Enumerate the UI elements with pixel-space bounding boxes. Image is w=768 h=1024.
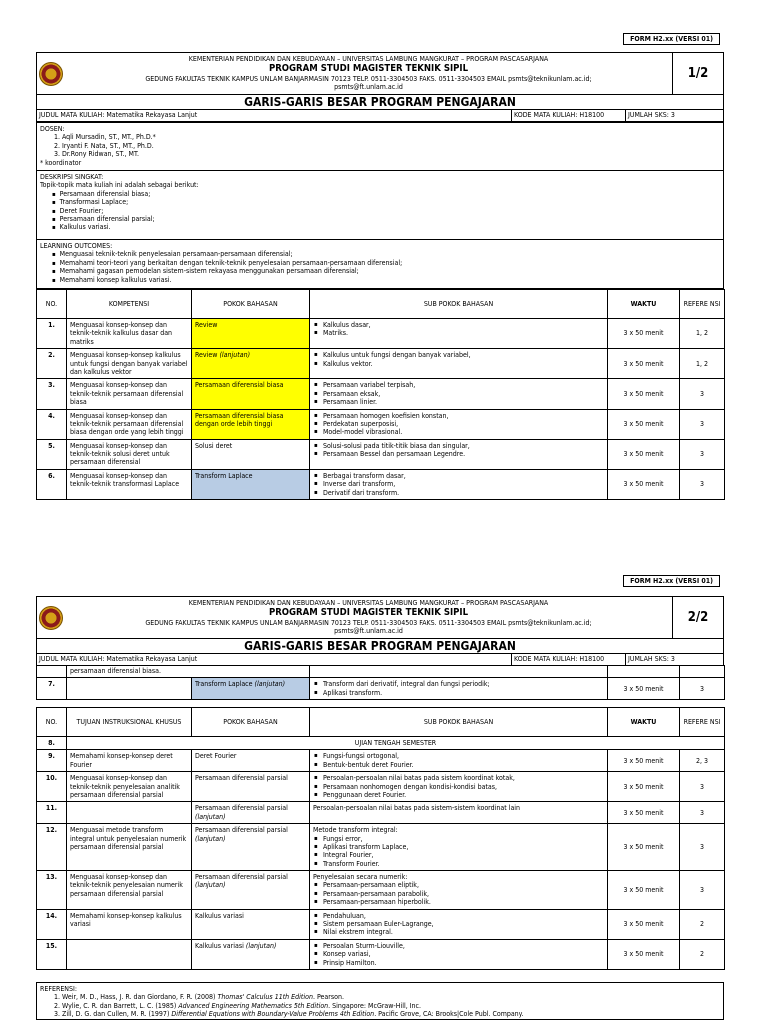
waktu-cell: 3 x 50 menit	[608, 349, 680, 379]
table-row	[37, 737, 725, 750]
table-row	[37, 772, 725, 802]
dosen-item: 2. Iryanti F. Nata, ST., MT., Ph.D.	[62, 142, 720, 150]
dosen-note: * koordinator	[40, 158, 82, 167]
table-row	[37, 439, 725, 469]
pokok-cell: Review (lanjutan)	[192, 349, 310, 379]
kompetensi-cell: Menguasai konsep-konsep dan teknik-teknik persamaan diferensial biasa	[67, 379, 192, 409]
ref-cell: 3	[680, 439, 725, 469]
waktu-cell: 3 x 50 menit	[608, 439, 680, 469]
address-email: psmts@ft.unlam.ac.id	[334, 83, 403, 92]
deskripsi-item: ▪ Persamaan diferensial parsial;	[60, 215, 720, 223]
kompetensi-cell: Memahami konsep-konsep kalkulus variasi	[67, 909, 192, 939]
page-header	[36, 52, 724, 122]
referensi-item: 1. Weir, M. D., Hass, J. R. dan Giordano, F. R. (2008) Thomas' Calculus 11th Edition. Pearson.	[62, 993, 720, 1001]
document-title: GARIS-GARIS BESAR PROGRAM PENGAJARAN	[37, 639, 723, 654]
ref-cell: 3	[680, 772, 725, 802]
sub-item: ▪ Persamaan eksak,	[323, 390, 604, 398]
document-title: GARIS-GARIS BESAR PROGRAM PENGAJARAN	[37, 95, 723, 110]
table-row	[37, 824, 725, 871]
pokok-cell: Deret Fourier	[192, 750, 310, 772]
ref-cell: 3	[680, 678, 725, 700]
address-line: GEDUNG FAKULTAS TEKNIK KAMPUS UNLAM BANJARMASIN 70123 TELP. 0511-3304503 FAKS. 0511-3304503 EMAIL psmts@teknikunlam.ac.id;	[145, 74, 592, 83]
row-number: 10.	[37, 772, 67, 802]
sub-cell	[310, 802, 608, 824]
outcome-item: ▪ Menguasai teknik-teknik penyelesaian persamaan-persamaan diferensial;	[60, 250, 720, 258]
deskripsi-item: ▪ Transformasi Laplace;	[60, 198, 720, 206]
row-number: 12.	[37, 824, 67, 871]
course-title: JUDUL MATA KULIAH: Matematika Rekayasa Lanjut	[39, 655, 198, 663]
deskripsi-item: ▪ Persamaan diferensial biasa;	[60, 190, 720, 198]
page-number: 2/2	[672, 597, 723, 638]
dosen-label: DOSEN:	[40, 125, 65, 133]
row-number: 14.	[37, 909, 67, 939]
row-number: 5.	[37, 439, 67, 469]
sub-item: ▪ Berbagai transform dasar,	[323, 472, 604, 480]
header-sub: SUB POKOK BAHASAN	[310, 708, 608, 737]
row-number: 6.	[37, 469, 67, 499]
pokok-cell: Review	[192, 319, 310, 349]
waktu-cell: 3 x 50 menit	[608, 802, 680, 824]
row-number: 15.	[37, 939, 67, 969]
continuation-text: persamaan diferensial biasa.	[67, 665, 310, 678]
sub-item: ▪ Prinsip Hamilton.	[323, 959, 604, 967]
program-title: PROGRAM STUDI MAGISTER TEKNIK SIPIL	[268, 63, 469, 75]
outcomes-label: LEARNING OUTCOMES:	[40, 242, 113, 250]
kompetensi-cell: Menguasai metode transform integral untuk penyelesaian numerik persamaan diferensial parsial	[67, 824, 192, 871]
kompetensi-cell: Menguasai konsep-konsep dan teknik-teknik penyelesaian numerik persamaan diferensial parsial	[67, 871, 192, 910]
outcome-item: ▪ Memahami konsep kalkulus variasi.	[60, 276, 720, 284]
page-number: 1/2	[672, 53, 723, 94]
table-row	[37, 379, 725, 409]
sub-heading: Persoalan-persoalan nilai batas pada sistem-sistem koordinat lain	[313, 804, 521, 813]
course-sks: JUMLAH SKS: 3	[625, 654, 723, 665]
ref-cell: 3	[680, 409, 725, 439]
sub-cell	[310, 939, 608, 969]
sub-item: ▪ Aplikasi transform.	[323, 689, 604, 697]
waktu-cell: 3 x 50 menit	[608, 909, 680, 939]
continuation-table	[36, 665, 725, 700]
waktu-cell: 3 x 50 menit	[608, 379, 680, 409]
dosen-item: 3. Dr.Rony Ridwan, ST., MT.	[62, 150, 720, 158]
deskripsi-label: DESKRIPSI SINGKAT:	[40, 173, 104, 181]
sub-cell	[310, 678, 608, 700]
sub-cell	[310, 439, 608, 469]
ref-cell: 2	[680, 939, 725, 969]
referensi-label: REFERENSI:	[40, 985, 77, 993]
pokok-cell: Transform Laplace (lanjutan)	[192, 678, 310, 700]
waktu-cell: 3 x 50 menit	[608, 871, 680, 910]
sub-item: ▪ Transform dari derivatif, integral dan fungsi periodik;	[323, 680, 604, 688]
ref-cell: 1, 2	[680, 349, 725, 379]
kompetensi-cell: Menguasai konsep-konsep kalkulus untuk fungsi dengan banyak variabel dan kalkulus vektor	[67, 349, 192, 379]
ref-cell: 3	[680, 802, 725, 824]
sub-item: ▪ Kalkulus vektor.	[323, 360, 604, 368]
header-waktu: WAKTU	[608, 290, 680, 319]
ref-cell: 3	[680, 871, 725, 910]
dosen-item: 1. Aqli Mursadin, ST., MT., Ph.D.*	[62, 133, 720, 141]
table-row	[37, 909, 725, 939]
ministry-text: KEMENTERIAN PENDIDIKAN DAN KEBUDAYAAN – UNIVERSITAS LAMBUNG MANGKURAT – PROGRAM PASCASARJANA	[188, 599, 549, 607]
sub-item: ▪ Perdekatan superposisi,	[323, 420, 604, 428]
header-pokok: POKOK BAHASAN	[192, 708, 310, 737]
kompetensi-cell: Menguasai konsep-konsep dan teknik-teknik transformasi Laplace	[67, 469, 192, 499]
row-number: 4.	[37, 409, 67, 439]
sub-item: ▪ Model-model vibrasional.	[323, 428, 604, 436]
sub-cell	[310, 750, 608, 772]
sub-item: ▪ Fungsi-fungsi ortogonal,	[323, 752, 604, 760]
table-row	[37, 939, 725, 969]
kompetensi-cell: Menguasai konsep-konsep dan teknik-teknik kalkulus dasar dan matriks	[67, 319, 192, 349]
waktu-cell: 3 x 50 menit	[608, 772, 680, 802]
sub-item: ▪ Solusi-solusi pada titik-titik biasa dan singular,	[323, 442, 604, 450]
table-row	[37, 750, 725, 772]
university-logo-icon	[39, 62, 63, 86]
outcome-item: ▪ Memahami teori-teori yang berkaitan dengan teknik-teknik penyelesaian persamaan-persamaan diferensial;	[60, 259, 720, 267]
sub-item: ▪ Penggunaan deret Fourier.	[323, 791, 604, 799]
sub-cell	[310, 319, 608, 349]
sub-cell	[310, 871, 608, 910]
sub-item: ▪ Aplikasi transform Laplace,	[323, 843, 604, 851]
table-row	[37, 678, 725, 700]
waktu-cell: 3 x 50 menit	[608, 469, 680, 499]
kompetensi-cell: Memahami konsep-konsep deret Fourier	[67, 750, 192, 772]
header-tujuan: TUJUAN INSTRUKSIONAL KHUSUS	[67, 708, 192, 737]
address-line: GEDUNG FAKULTAS TEKNIK KAMPUS UNLAM BANJARMASIN 70123 TELP. 0511-3304503 FAKS. 0511-3304503 EMAIL psmts@teknikunlam.ac.id;	[145, 618, 592, 627]
course-title: JUDUL MATA KULIAH: Matematika Rekayasa Lanjut	[39, 111, 198, 119]
pokok-cell: Persamaan diferensial parsial (lanjutan)	[192, 871, 310, 910]
table-row	[37, 319, 725, 349]
pokok-cell: Transform Laplace	[192, 469, 310, 499]
sub-item: ▪ Transform Fourier.	[323, 860, 604, 868]
dosen-section	[36, 122, 724, 171]
sub-item: ▪ Persoalan Sturm-Liouville,	[323, 942, 604, 950]
waktu-cell: 3 x 50 menit	[608, 678, 680, 700]
row-number: 13.	[37, 871, 67, 910]
table-row	[37, 802, 725, 824]
row-number: 8.	[37, 737, 67, 750]
table-row	[37, 349, 725, 379]
sub-item: ▪ Integral Fourier,	[323, 851, 604, 859]
waktu-cell: 3 x 50 menit	[608, 319, 680, 349]
address-email: psmts@ft.unlam.ac.id	[334, 627, 403, 636]
form-label: FORM H2.xx (VERSI 01)	[623, 575, 720, 587]
pokok-cell: Persamaan diferensial parsial (lanjutan)	[192, 824, 310, 871]
sub-item: ▪ Persoalan-persoalan nilai batas pada sistem koordinat kotak,	[323, 774, 604, 782]
sub-item: ▪ Bentuk-bentuk deret Fourier.	[323, 761, 604, 769]
sub-item: ▪ Derivatif dari transform.	[323, 489, 604, 497]
form-label: FORM H2.xx (VERSI 01)	[623, 33, 720, 45]
waktu-cell: 3 x 50 menit	[608, 750, 680, 772]
deskripsi-section	[36, 170, 724, 240]
sub-item: ▪ Inverse dari transform,	[323, 480, 604, 488]
referensi-section	[36, 982, 724, 1020]
schedule-table-2	[36, 707, 725, 970]
pokok-cell: Persamaan diferensial biasa	[192, 379, 310, 409]
ref-cell: 3	[680, 469, 725, 499]
ref-cell: 2, 3	[680, 750, 725, 772]
sub-item: ▪ Persamaan nonhomogen dengan kondisi-kondisi batas,	[323, 783, 604, 791]
sub-item: ▪ Konsep variasi,	[323, 950, 604, 958]
waktu-cell: 3 x 50 menit	[608, 824, 680, 871]
header-kompetensi: KOMPETENSI	[67, 290, 192, 319]
header-no: NO.	[37, 708, 67, 737]
waktu-cell: 3 x 50 menit	[608, 939, 680, 969]
kompetensi-cell: Menguasai konsep-konsep dan teknik-teknik solusi deret untuk persamaan diferensial	[67, 439, 192, 469]
sub-item: ▪ Persamaan homogen koefisien konstan,	[323, 412, 604, 420]
header-pokok: POKOK BAHASAN	[192, 290, 310, 319]
deskripsi-item: ▪ Kalkulus variasi.	[60, 223, 720, 231]
sub-cell	[310, 409, 608, 439]
sub-item: ▪ Nilai ekstrem integral.	[323, 928, 604, 936]
row-number: 11.	[37, 802, 67, 824]
table-row	[37, 469, 725, 499]
sub-item: ▪ Persamaan-persamaan hiperbolik.	[323, 898, 604, 906]
deskripsi-item: ▪ Deret Fourier;	[60, 207, 720, 215]
sub-item: ▪ Persamaan Bessel dan persamaan Legendre.	[323, 450, 604, 458]
sub-heading: Metode transform integral:	[313, 826, 398, 835]
pokok-cell: Kalkulus variasi	[192, 909, 310, 939]
program-title: PROGRAM STUDI MAGISTER TEKNIK SIPIL	[268, 607, 469, 619]
sub-cell	[310, 824, 608, 871]
header-no: NO.	[37, 290, 67, 319]
sub-item: ▪ Persamaan linier.	[323, 398, 604, 406]
sub-cell	[310, 349, 608, 379]
sub-heading: Penyelesaian secara numerik:	[313, 873, 408, 882]
page-header	[36, 596, 724, 666]
outcomes-section	[36, 239, 724, 289]
kompetensi-cell: Menguasai konsep-konsep dan teknik-teknik persamaan diferensial biasa dengan orde yang lebih tinggi	[67, 409, 192, 439]
ref-cell: 3	[680, 824, 725, 871]
referensi-item: 2. Wylie, C. R. dan Barrett, L. C. (1985) Advanced Engineering Mathematics 5th Edition. Singapore: McGraw-Hill, Inc.	[62, 1002, 720, 1010]
ministry-text: KEMENTERIAN PENDIDIKAN DAN KEBUDAYAAN – UNIVERSITAS LAMBUNG MANGKURAT – PROGRAM PASCASARJANA	[188, 55, 549, 63]
referensi-item: 3. Zill, D. G. dan Cullen, M. R. (1997) Differential Equations with Boundary-Value Problems 4th Edition. Pacific Grove, CA: Brooks|Cole Publ. Company.	[62, 1010, 720, 1018]
header-sub: SUB POKOK BAHASAN	[310, 290, 608, 319]
sub-cell	[310, 469, 608, 499]
sub-item: ▪ Kalkulus untuk fungsi dengan banyak variabel,	[323, 351, 604, 359]
sub-item: ▪ Matriks.	[323, 329, 604, 337]
university-logo-icon	[39, 606, 63, 630]
sub-cell	[310, 909, 608, 939]
course-code: KODE MATA KULIAH: H18100	[511, 654, 625, 665]
ref-cell: 3	[680, 379, 725, 409]
pokok-cell: Persamaan diferensial parsial (lanjutan)	[192, 802, 310, 824]
sub-cell	[310, 772, 608, 802]
header-waktu: WAKTU	[608, 708, 680, 737]
sub-item: ▪ Persamaan-persamaan eliptik,	[323, 881, 604, 889]
uts-label: UJIAN TENGAH SEMESTER	[67, 737, 725, 750]
sub-item: ▪ Kalkulus dasar,	[323, 321, 604, 329]
pokok-cell: Kalkulus variasi (lanjutan)	[192, 939, 310, 969]
row-number: 3.	[37, 379, 67, 409]
kompetensi-cell	[67, 939, 192, 969]
pokok-cell: Persamaan diferensial biasa dengan orde lebih tinggi	[192, 409, 310, 439]
header-referensi: REFERE NSI	[680, 290, 725, 319]
schedule-table-1	[36, 289, 725, 500]
course-sks: JUMLAH SKS: 3	[625, 110, 723, 121]
row-number: 9.	[37, 750, 67, 772]
sub-cell	[310, 379, 608, 409]
header-referensi: REFERE NSI	[680, 708, 725, 737]
pokok-cell: Persamaan diferensial parsial	[192, 772, 310, 802]
table-row	[37, 871, 725, 910]
waktu-cell: 3 x 50 menit	[608, 409, 680, 439]
row-number: 2.	[37, 349, 67, 379]
table-row	[37, 409, 725, 439]
deskripsi-intro: Topik-topik mata kuliah ini adalah sebagai berikut:	[40, 181, 199, 190]
pokok-cell: Solusi deret	[192, 439, 310, 469]
ref-cell: 1, 2	[680, 319, 725, 349]
ref-cell: 2	[680, 909, 725, 939]
kompetensi-cell	[67, 802, 192, 824]
outcome-item: ▪ Memahami gagasan pemodelan sistem-sistem rekayasa menggunakan persamaan diferensial;	[60, 267, 720, 275]
sub-item: ▪ Pendahuluan,	[323, 912, 604, 920]
row-number: 1.	[37, 319, 67, 349]
sub-item: ▪ Persamaan variabel terpisah,	[323, 381, 604, 389]
sub-item: ▪ Persamaan-persamaan parabolik,	[323, 890, 604, 898]
course-code: KODE MATA KULIAH: H18100	[511, 110, 625, 121]
sub-item: ▪ Sistem persamaan Euler-Lagrange,	[323, 920, 604, 928]
kompetensi-cell: Menguasai konsep-konsep dan teknik-teknik penyelesaian analitik persamaan diferensial parsial	[67, 772, 192, 802]
sub-item: ▪ Fungsi error,	[323, 835, 604, 843]
row-number: 7.	[37, 678, 67, 700]
